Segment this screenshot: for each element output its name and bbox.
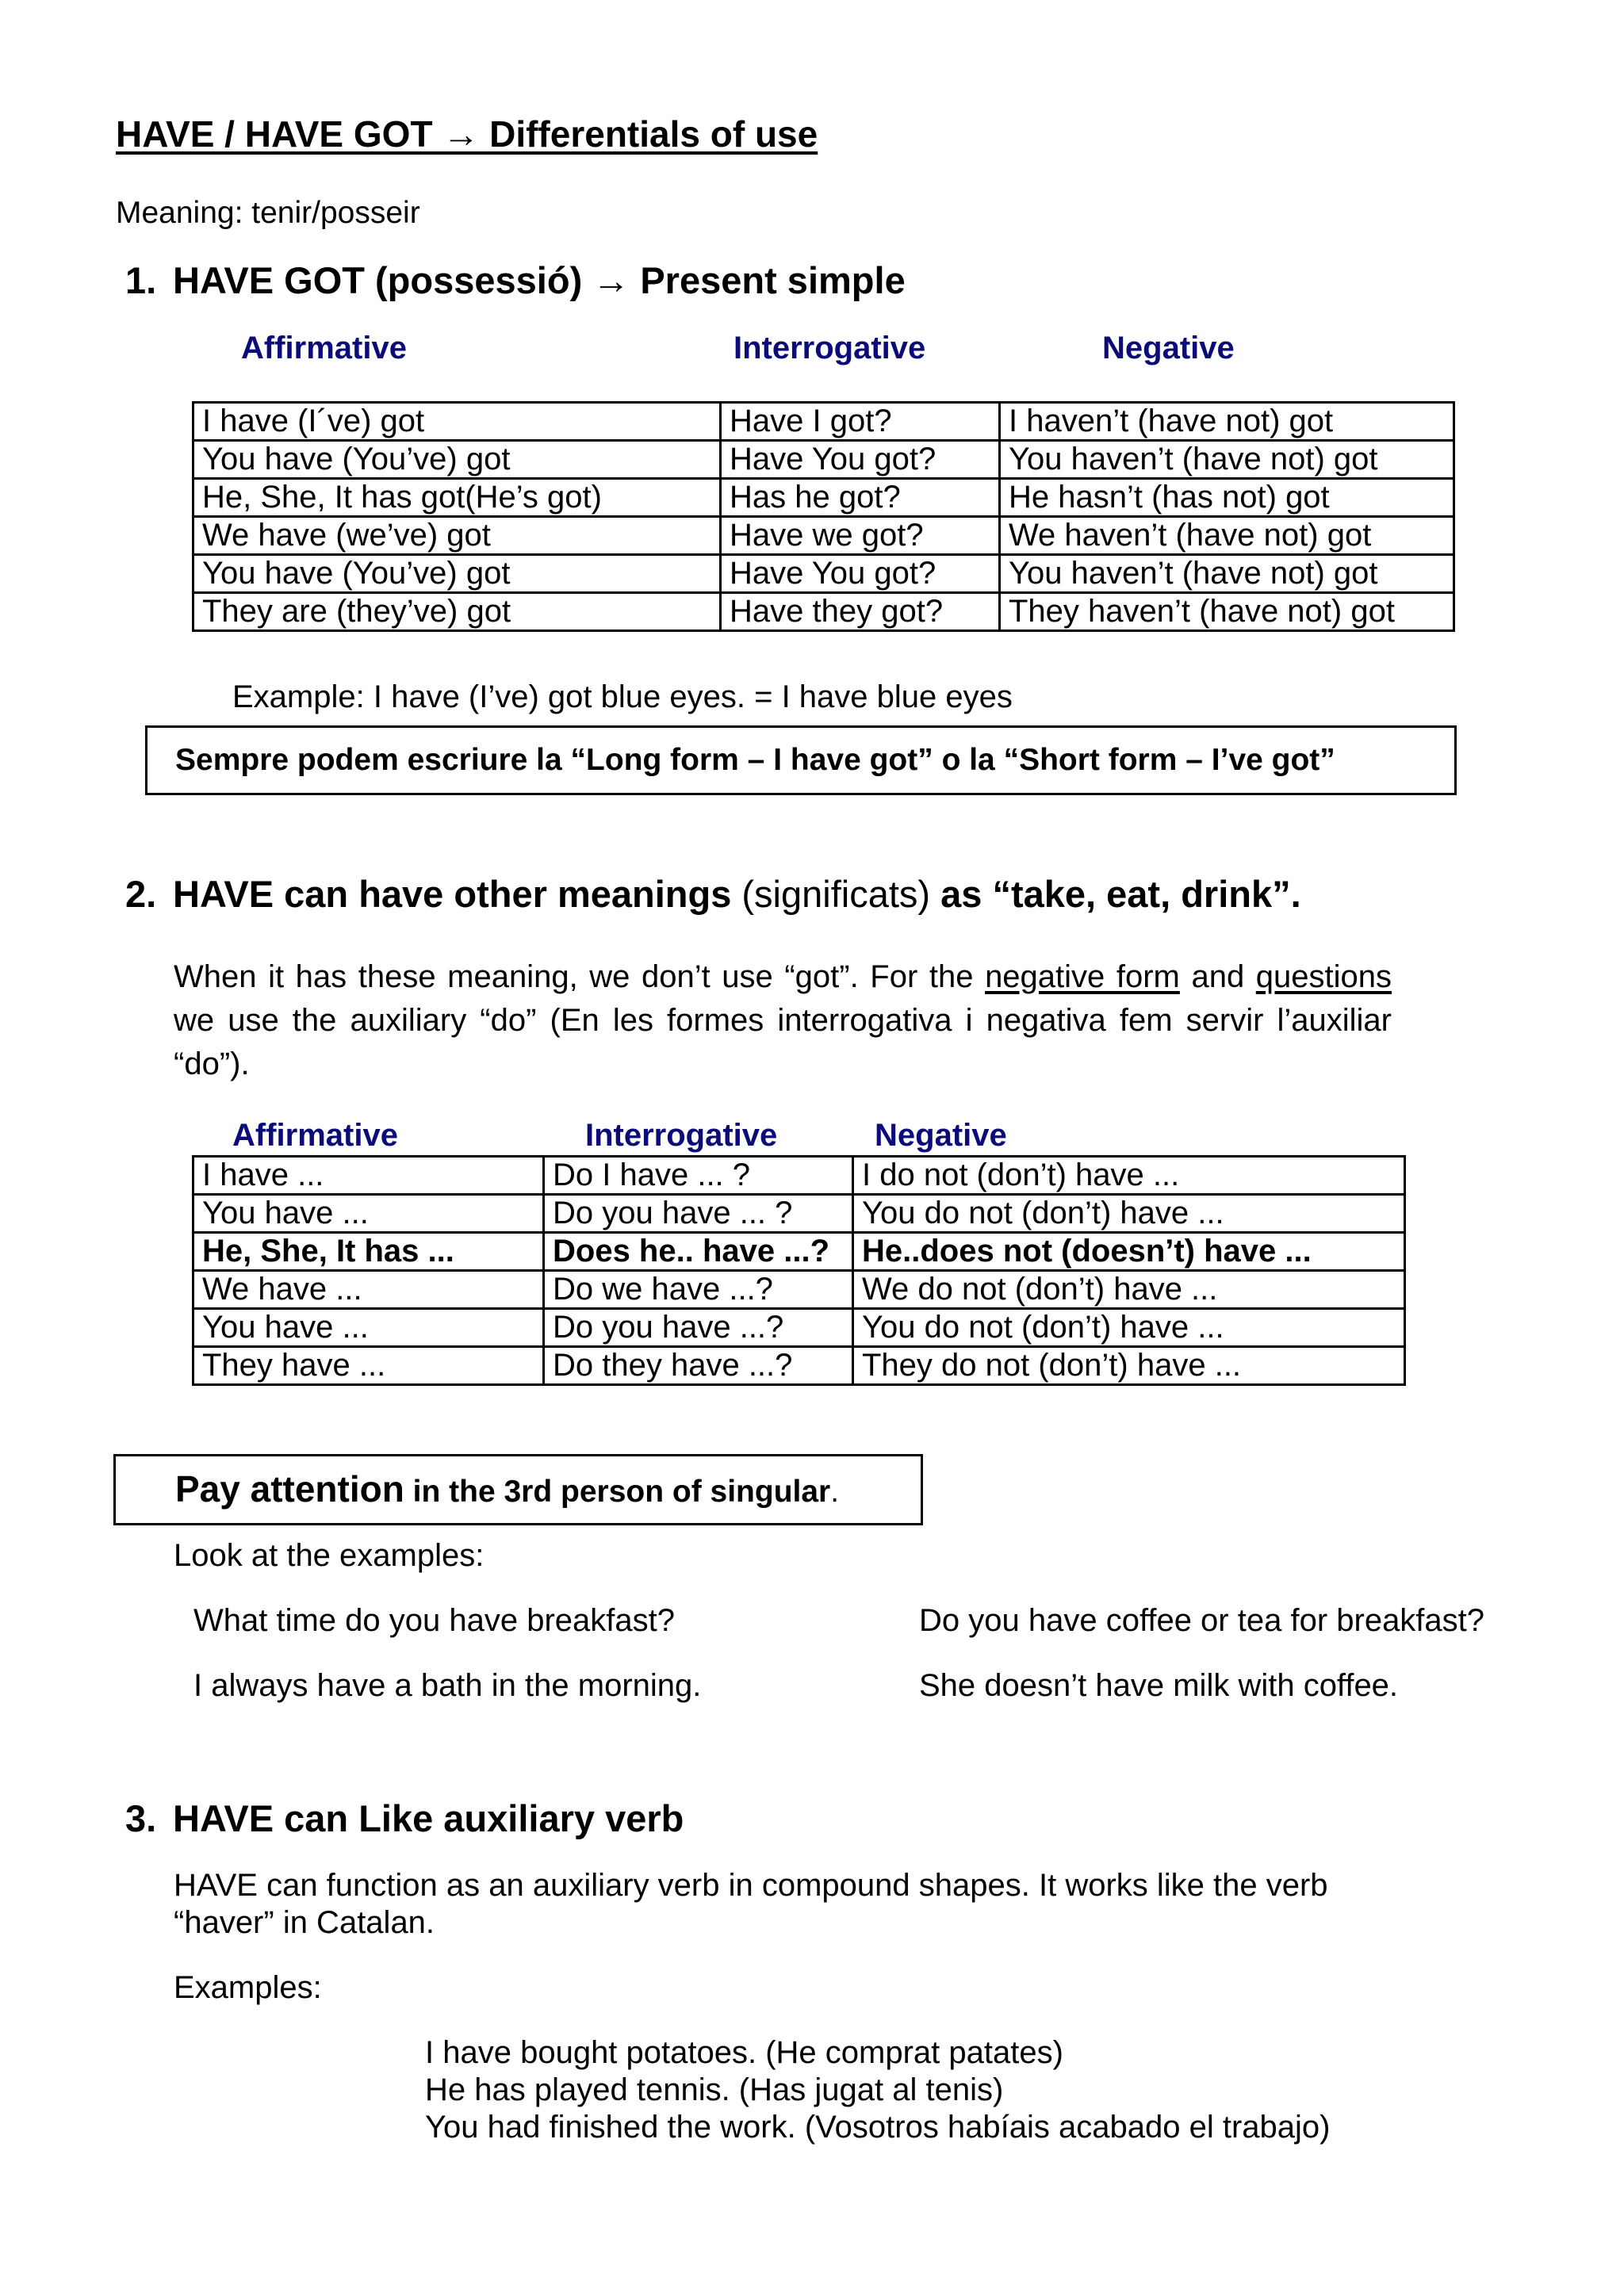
section2-paragraph	[174, 955, 1392, 1086]
table-cell: You have (You’ve) got	[193, 441, 721, 479]
s2-col-negative: Negative	[875, 1118, 1007, 1153]
table-cell: We haven’t (have not) got	[1000, 517, 1454, 555]
table-cell: They have ...	[193, 1347, 544, 1385]
table-cell: Do you have ... ?	[544, 1195, 853, 1233]
table-cell: They are (they’ve) got	[193, 593, 721, 631]
attention-period: .	[830, 1475, 840, 1509]
table-cell: Does he.. have ...?	[544, 1233, 853, 1271]
table-cell: We do not (don’t) have ...	[853, 1271, 1405, 1309]
table-cell: Have they got?	[721, 593, 1000, 631]
table-cell: He..does not (doesn’t) have ...	[853, 1233, 1405, 1271]
s2-col-interrogative: Interrogative	[585, 1118, 778, 1153]
section1-title: HAVE GOT (possessió) → Present simple	[173, 259, 906, 301]
section3-title: HAVE can Like auxiliary verb	[173, 1797, 684, 1839]
table-row	[193, 517, 1454, 555]
example-sentence: I always have a bath in the morning.	[193, 1668, 702, 1703]
table-row	[193, 1271, 1405, 1309]
section3-number: 3.	[125, 1797, 157, 1839]
para-text: we use the auxiliary “do” (En les formes interrogativa i negativa fem servir l’auxiliar “do”).	[174, 1003, 1392, 1081]
table-cell: Do they have ...?	[544, 1347, 853, 1385]
s1-col-affirmative: Affirmative	[241, 331, 407, 365]
table-cell: You do not (don’t) have ...	[853, 1195, 1405, 1233]
table-row	[193, 555, 1454, 593]
table-row	[193, 441, 1454, 479]
long-short-form-note: Sempre podem escriure la “Long form – I have got” o la “Short form – I’ve got”	[145, 725, 1457, 795]
section2-title-bold2: as “take, eat, drink”.	[940, 873, 1301, 915]
table-cell: He, She, It has got(He’s got)	[193, 479, 721, 517]
table-cell: Has he got?	[721, 479, 1000, 517]
section2-table	[192, 1155, 1406, 1386]
section2-title-bold: HAVE can have other meanings	[173, 873, 732, 915]
section2-title-normal: (significats)	[731, 873, 941, 915]
example-line: I have bought potatoes. (He comprat patates)	[425, 2035, 1063, 2070]
table-cell: They haven’t (have not) got	[1000, 593, 1454, 631]
table-row	[193, 1157, 1405, 1195]
example-line: He has played tennis. (Has jugat al tenis)	[425, 2072, 1004, 2107]
table-cell: I have (I´ve) got	[193, 403, 721, 441]
example-line: You had finished the work. (Vosotros habíais acabado el trabajo)	[425, 2110, 1331, 2145]
table-row	[193, 593, 1454, 631]
table-cell: Have I got?	[721, 403, 1000, 441]
table-cell: Do we have ...?	[544, 1271, 853, 1309]
attention-detail: in the 3rd person of singular	[404, 1475, 831, 1509]
attention-strong: Pay attention	[175, 1468, 404, 1510]
para-underline-questions: questions	[1255, 959, 1392, 994]
table-cell: Do you have ...?	[544, 1309, 853, 1347]
example-sentence: What time do you have breakfast?	[193, 1603, 675, 1638]
table-row	[193, 1195, 1405, 1233]
example-sentence: Do you have coffee or tea for breakfast?	[919, 1603, 1485, 1638]
s2-col-affirmative: Affirmative	[232, 1118, 398, 1153]
table-row	[193, 1309, 1405, 1347]
table-cell: We have (we’ve) got	[193, 517, 721, 555]
table-row	[193, 479, 1454, 517]
table-row	[193, 1233, 1405, 1271]
section1-number: 1.	[125, 259, 157, 301]
pay-attention-box	[113, 1454, 923, 1525]
section3-examples	[425, 2034, 1330, 2146]
table-cell: I do not (don’t) have ...	[853, 1157, 1405, 1195]
table-cell: Have You got?	[721, 555, 1000, 593]
s1-col-negative: Negative	[1102, 331, 1235, 365]
table-cell: You have (You’ve) got	[193, 555, 721, 593]
section2-number: 2.	[125, 873, 157, 915]
table-cell: We have ...	[193, 1271, 544, 1309]
section1-example: Example: I have (I’ve) got blue eyes. = I have blue eyes	[232, 679, 1013, 714]
section3-paragraph	[174, 1867, 1328, 1942]
table-cell: Have You got?	[721, 441, 1000, 479]
page-title: HAVE / HAVE GOT → Differentials of use	[116, 113, 818, 155]
table-cell: He hasn’t (has not) got	[1000, 479, 1454, 517]
look-at-examples: Look at the examples:	[174, 1538, 485, 1573]
table-row	[193, 403, 1454, 441]
table-cell: He, She, It has ...	[193, 1233, 544, 1271]
para-text: and	[1179, 959, 1256, 994]
table-cell: Do I have ... ?	[544, 1157, 853, 1195]
meaning-text: Meaning: tenir/posseir	[116, 196, 420, 230]
table-cell: You have ...	[193, 1309, 544, 1347]
table-cell: You have ...	[193, 1195, 544, 1233]
table-cell: They do not (don’t) have ...	[853, 1347, 1405, 1385]
para-line: “haver” in Catalan.	[174, 1905, 435, 1940]
section1-table	[192, 401, 1455, 632]
table-cell: You haven’t (have not) got	[1000, 555, 1454, 593]
table-row	[193, 1347, 1405, 1385]
table-cell: I have ...	[193, 1157, 544, 1195]
table-cell: You do not (don’t) have ...	[853, 1309, 1405, 1347]
example-sentence: She doesn’t have milk with coffee.	[919, 1668, 1399, 1703]
table-cell: Have we got?	[721, 517, 1000, 555]
s1-col-interrogative: Interrogative	[733, 331, 926, 365]
table-cell: You haven’t (have not) got	[1000, 441, 1454, 479]
examples-label: Examples:	[174, 1970, 322, 2005]
para-line: HAVE can function as an auxiliary verb in compound shapes. It works like the verb	[174, 1868, 1328, 1903]
para-underline-negative: negative form	[985, 959, 1180, 994]
para-text: When it has these meaning, we don’t use “got”. For the	[174, 959, 986, 994]
table-cell: I haven’t (have not) got	[1000, 403, 1454, 441]
